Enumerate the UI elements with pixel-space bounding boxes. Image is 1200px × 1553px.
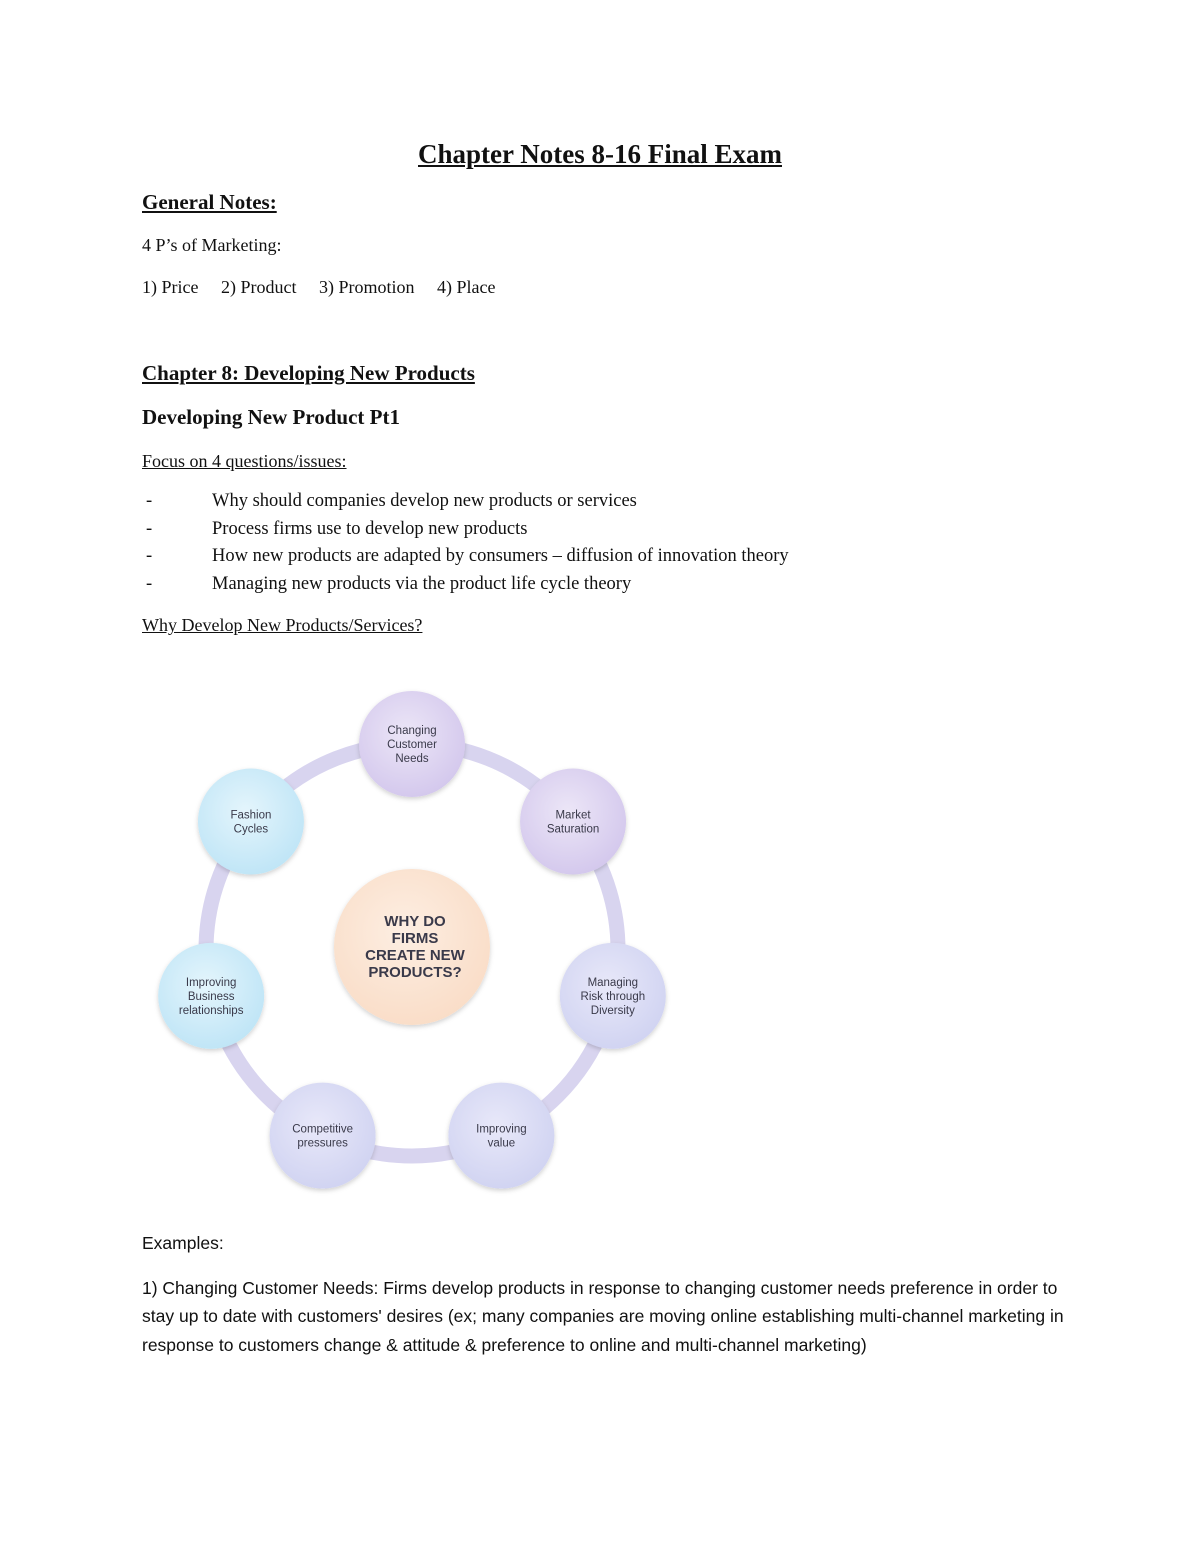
node-competitive-pressures <box>270 1083 376 1189</box>
cycle-node-label: Improving <box>476 1123 527 1136</box>
center-label: PRODUCTS? <box>368 963 462 981</box>
node-market-saturation <box>520 769 626 875</box>
cycle-node-label: Managing <box>587 976 639 989</box>
examples-paragraph: 1) Changing Customer Needs: Firms develop products in response to changing customer needs preference in order to stay up to date with customers' desires (ex; many companies are moving online establishing multi-channel marketing in response to customers change & attitude & preference to online and multi-channel marketing) <box>142 1278 1064 1355</box>
cycle-node-label: Cycles <box>233 823 269 836</box>
four-ps-item: 3) Promotion <box>318 277 415 297</box>
cycle-node-label: relationships <box>178 1004 244 1017</box>
cycle-node-label: Market <box>555 809 591 822</box>
examples-label: Examples: <box>142 1233 224 1253</box>
four-ps-intro: 4 P’s of Marketing: <box>142 235 282 255</box>
center-circle <box>334 869 490 1025</box>
four-ps-item: 1) Price <box>142 277 199 297</box>
list-item: - How new products are adapted by consumers – diffusion of innovation theory <box>142 546 789 574</box>
general-notes-heading: General Notes: <box>142 190 277 214</box>
cycle-node-label: Improving <box>185 976 237 989</box>
cycle-node-label: Changing <box>387 725 437 738</box>
node-fashion-cycles <box>198 769 304 875</box>
list-item: - Managing new products via the product life cycle theory <box>142 574 789 602</box>
cycle-node-label: Customer <box>387 739 437 752</box>
node-improving-business-relationships <box>158 943 264 1049</box>
list-item: - Process firms use to develop new products <box>142 519 789 547</box>
chapter-8-heading: Chapter 8: Developing New Products <box>142 361 475 385</box>
cycle-node-label: pressures <box>297 1137 348 1150</box>
center-label: WHY DO <box>384 912 446 930</box>
cycle-node-label: Saturation <box>546 823 600 836</box>
chapter-8-subheading: Developing New Product Pt1 <box>142 405 400 429</box>
document-title: Chapter Notes 8-16 Final Exam <box>418 139 782 169</box>
center-label: FIRMS <box>391 929 439 947</box>
four-ps-item: 4) Place <box>437 277 496 297</box>
cycle-node-label: value <box>487 1137 516 1150</box>
cycle-node-label: Fashion <box>230 809 272 822</box>
node-changing-customer-needs <box>359 691 465 797</box>
focus-label: Focus on 4 questions/issues: <box>142 451 347 471</box>
four-ps-item: 2) Product <box>220 277 297 297</box>
node-managing-risk <box>560 943 666 1049</box>
cycle-node-label: Competitive <box>292 1123 353 1136</box>
list-item: - Why should companies develop new products or services <box>142 491 789 519</box>
cycle-node-label: Needs <box>395 753 429 766</box>
cycle-node-label: Business <box>187 990 235 1003</box>
why-develop-label: Why Develop New Products/Services? <box>142 615 423 635</box>
center-label: CREATE NEW <box>365 946 465 964</box>
node-improving-value <box>448 1083 554 1189</box>
cycle-node-label: Diversity <box>590 1004 635 1017</box>
cycle-node-label: Risk through <box>580 990 646 1003</box>
